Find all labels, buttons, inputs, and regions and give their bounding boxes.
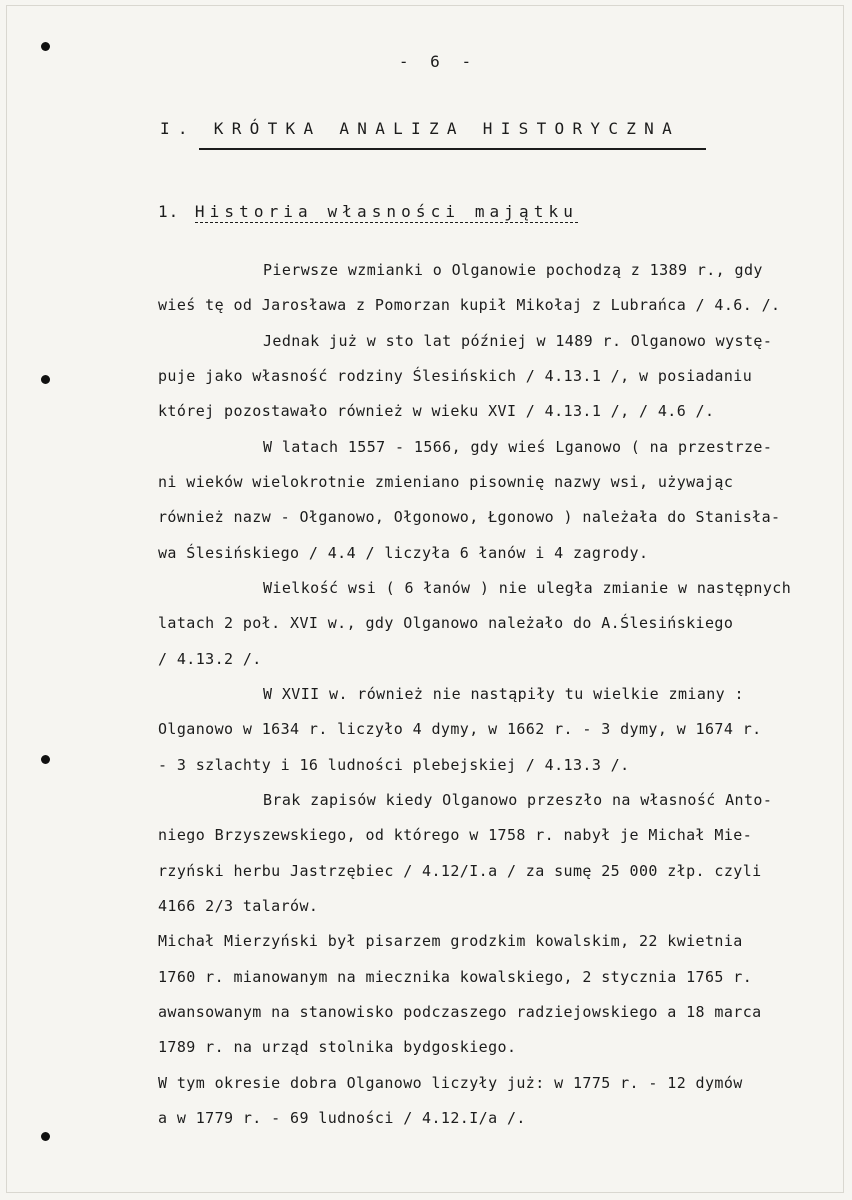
paragraph-line: / 4.13.2 /.: [158, 650, 262, 668]
paragraph-line: ni wieków wielokrotnie zmieniano pisownię nazwy wsi, używając: [158, 473, 734, 491]
section-number: 1.: [158, 202, 180, 221]
paragraph-line: 1789 r. na urząd stolnika bydgoskiego.: [158, 1038, 517, 1056]
paragraph-line: której pozostawało również w wieku XVI / 4.13.1 /, / 4.6 /.: [158, 402, 715, 420]
paragraph-line: - 3 szlachty i 16 ludności plebejskiej / 4.13.3 /.: [158, 756, 630, 774]
paragraph-line: również nazw - Ołganowo, Ołgonowo, Łgonowo ) należała do Stanisła-: [158, 508, 781, 526]
paragraph-line: 4166 2/3 talarów.: [158, 897, 319, 915]
paragraph-line: Michał Mierzyński był pisarzem grodzkim kowalskim, 22 kwietnia: [158, 932, 743, 950]
paragraph-line: W latach 1557 - 1566, gdy wieś Lganowo ( na przestrze-: [263, 438, 773, 456]
paragraph-line: Jednak już w sto lat później w 1489 r. Olganowo wystę-: [263, 332, 773, 350]
section-title: Historia własności majątku: [194, 202, 578, 221]
paragraph-line: 1760 r. mianowanym na miecznika kowalskiego, 2 stycznia 1765 r.: [158, 968, 753, 986]
paragraph-line: Wielkość wsi ( 6 łanów ) nie uległa zmianie w następnych: [263, 579, 792, 597]
paragraph-line: puje jako własność rodziny Ślesińskich / 4.13.1 /, w posiadaniu: [158, 367, 753, 385]
paragraph-line: W XVII w. również nie nastąpiły tu wielkie zmiany :: [263, 685, 744, 703]
paragraph-line: Olganowo w 1634 r. liczyło 4 dymy, w 1662 r. - 3 dymy, w 1674 r.: [158, 720, 762, 738]
paragraph-line: latach 2 poł. XVI w., gdy Olganowo należało do A.Ślesińskiego: [158, 614, 734, 632]
paragraph-line: niego Brzyszewskiego, od którego w 1758 r. nabył je Michał Mie-: [158, 826, 753, 844]
paragraph-line: Pierwsze wzmianki o Olganowie pochodzą z 1389 r., gdy: [263, 261, 763, 279]
page-number: - 6 -: [398, 52, 478, 71]
paragraph-line: W tym okresie dobra Olganowo liczyły już: w 1775 r. - 12 dymów: [158, 1074, 743, 1092]
paragraph-line: wa Ślesińskiego / 4.4 / liczyła 6 łanów i 4 zagrody.: [158, 544, 649, 562]
paragraph-line: a w 1779 r. - 69 ludności / 4.12.I/a /.: [158, 1109, 526, 1127]
chapter-title: I. KRÓTKA ANALIZA HISTORYCZNA: [160, 119, 681, 138]
paragraph-line: wieś tę od Jarosława z Pomorzan kupił Mikołaj z Lubrańca / 4.6. /.: [158, 296, 781, 314]
paragraph-line: awansowanym na stanowisko podczaszego radziejowskiego a 18 marca: [158, 1003, 762, 1021]
paragraph-line: Brak zapisów kiedy Olganowo przeszło na własność Anto-: [263, 791, 773, 809]
paragraph-line: rzyński herbu Jastrzębiec / 4.12/I.a / za sumę 25 000 złp. czyli: [158, 862, 762, 880]
